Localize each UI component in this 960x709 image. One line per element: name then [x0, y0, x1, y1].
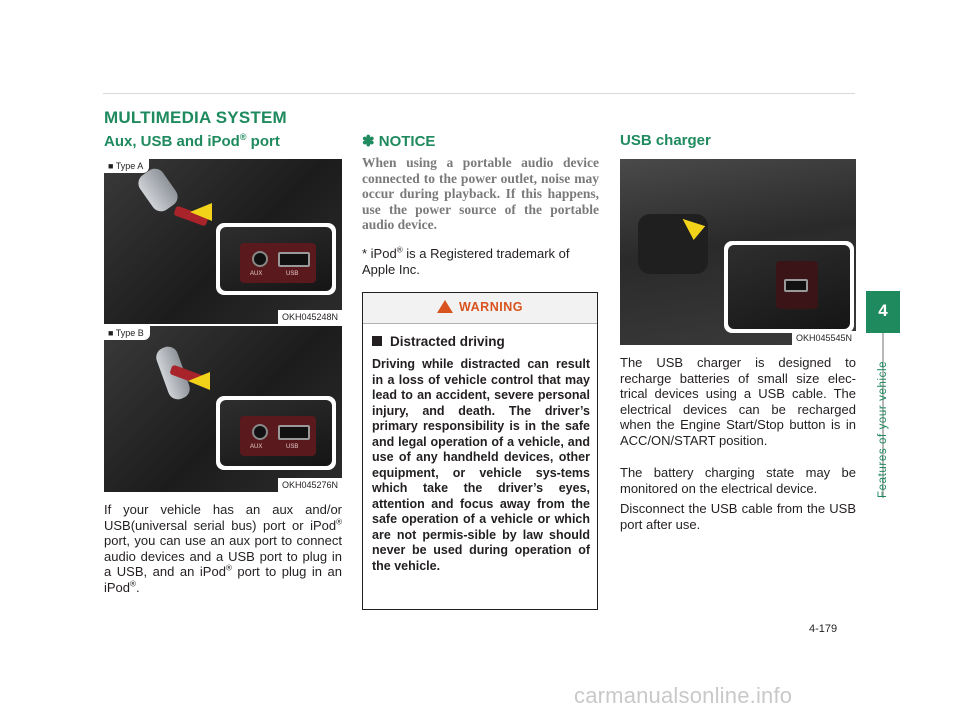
aux-port-icon: [252, 251, 268, 267]
warning-box: [362, 292, 598, 610]
usb-closeup-inset: [724, 241, 854, 333]
usb-charger-para-3: Disconnect the USB cable from the USB port after use.: [620, 501, 856, 532]
usb-charger-para-2: The battery charging state may be monitored on the electrical device.: [620, 465, 856, 496]
image-code-b: OKH045276N: [278, 478, 342, 492]
usb-port-icon: [278, 252, 310, 267]
warning-subtitle: Distracted driving: [372, 334, 505, 349]
type-b-label: ■ Type B: [104, 326, 150, 340]
usb-port-icon: [278, 425, 310, 440]
type-a-label: ■ Type A: [104, 159, 149, 173]
aux-port-label: AUX: [250, 271, 263, 277]
photo-type-a: [104, 159, 342, 324]
image-code-c: OKH045545N: [792, 331, 856, 345]
usb-charger-port-icon: [784, 279, 808, 292]
usb-charger-heading: USB charger: [620, 132, 711, 149]
usb-charger-para-1: The USB charger is designed to recharge batteries of small size elec-trical devices using a USB cable. The electrical devices can be recharged when the Engine Start/Stop button is in ACC/ON/START position.: [620, 355, 856, 448]
bullet-square-icon: [372, 336, 382, 346]
watermark: carmanualsonline.info: [574, 683, 793, 708]
port-closeup-inset: [216, 396, 336, 470]
chapter-number: 4: [878, 301, 888, 320]
aux-port-label: AUX: [250, 444, 263, 450]
warning-title: WARNING: [363, 300, 597, 314]
port-panel: [240, 243, 316, 283]
notice-heading: ✽ NOTICE: [362, 133, 436, 150]
photo-type-b: [104, 324, 342, 492]
port-closeup-inset: [216, 223, 336, 295]
page-number: 4-179: [809, 623, 838, 635]
photo-usb-charger: [620, 159, 856, 345]
usb-port-label: USB: [286, 444, 299, 450]
top-rule: [103, 93, 855, 94]
pointer-arrow-icon: [190, 203, 212, 221]
warning-header: [363, 293, 597, 324]
aux-usb-paragraph: If your vehicle has an aux and/or USB(universal serial bus) port or iPod® port, you can use an aux port to connect audio devices and a USB port to plug in a USB, and an iPod® port to plug in an iPod®.: [104, 502, 342, 595]
aux-usb-heading: Aux, USB and iPod® port: [104, 132, 280, 150]
usb-charger-panel: [776, 261, 818, 309]
port-panel: [240, 416, 316, 456]
trademark-note: * iPod® is a Registered trademark of Apple Inc.: [362, 245, 570, 277]
usb-port-label: USB: [286, 271, 299, 277]
warning-triangle-icon: [437, 300, 453, 313]
aux-port-icon: [252, 424, 268, 440]
warning-text: Driving while distracted can result in a loss of vehicle control that may lead to an accident, severe personal injury, and death. The driver’s primary responsibility is in the safe and legal operation of a vehicle, and use of any handheld devices, other equipment, or vehicle sys-tems which take the driver’s eyes, attention and focus away from the safe operation of a vehicle or which are not permis-sible by law should never be used during operation of the vehicle.: [372, 357, 590, 573]
image-code-a: OKH045248N: [278, 310, 342, 324]
pointer-arrow-icon: [188, 372, 210, 390]
section-title: MULTIMEDIA SYSTEM: [104, 108, 287, 127]
notice-text: When using a portable audio device connected to the power outlet, noise may occur during playback. If this happens, use the power source of the portable audio device.: [362, 155, 599, 232]
chapter-label: Features of your vehicle: [877, 360, 889, 498]
